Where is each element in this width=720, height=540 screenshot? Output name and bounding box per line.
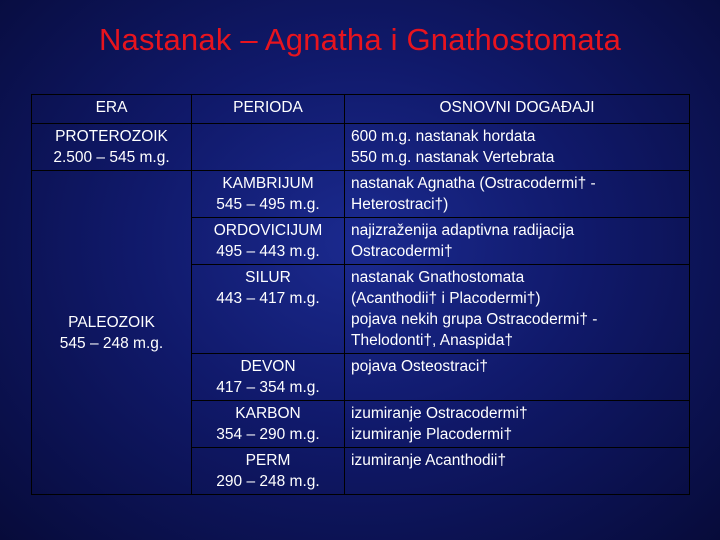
- period-range: 354 – 290 m.g.: [216, 426, 320, 443]
- event-line: nastanak Agnatha (Ostracodermi† -: [351, 175, 596, 192]
- events-cell: [345, 401, 690, 448]
- event-line: najizraženija adaptivna radijacija: [351, 222, 575, 239]
- events-cell: [345, 265, 690, 354]
- period-name: DEVON: [240, 358, 296, 375]
- event-line: Thelodonti†, Anaspida†: [351, 332, 514, 349]
- event-line: Heterostraci†): [351, 196, 449, 213]
- era-table: [31, 94, 690, 495]
- event-line: (Acanthodii† i Placodermi†): [351, 290, 541, 307]
- event-line: pojava Osteostraci†: [351, 358, 488, 375]
- period-range: 495 – 443 m.g.: [216, 243, 320, 260]
- header-dogadaji: OSNOVNI DOGAĐAJI: [345, 95, 690, 124]
- period-cell: [192, 401, 345, 448]
- events-cell: [345, 171, 690, 218]
- events-cell: [345, 448, 690, 495]
- period-name: SILUR: [245, 269, 291, 286]
- events-cell: [345, 218, 690, 265]
- period-cell: [192, 218, 345, 265]
- slide-title: Nastanak – Agnatha i Gnathostomata: [98, 22, 622, 57]
- period-cell-empty: [192, 124, 345, 171]
- period-cell: [192, 265, 345, 354]
- event-line: 550 m.g. nastanak Vertebrata: [351, 149, 555, 166]
- event-line: Ostracodermi†: [351, 243, 453, 260]
- era-cell-paleozoik: [32, 171, 192, 495]
- era-cell-proterozoik: [32, 124, 192, 171]
- table-row: [32, 171, 690, 218]
- period-cell: [192, 171, 345, 218]
- period-range: 417 – 354 m.g.: [216, 379, 320, 396]
- period-range: 290 – 248 m.g.: [216, 473, 320, 490]
- header-perioda: PERIODA: [192, 95, 345, 124]
- event-line: izumiranje Ostracodermi†: [351, 405, 528, 422]
- events-cell: [345, 124, 690, 171]
- period-name: KARBON: [235, 405, 301, 422]
- period-cell: [192, 354, 345, 401]
- era-range: 2.500 – 545 m.g.: [53, 149, 170, 166]
- period-name: PERM: [245, 452, 291, 469]
- header-row: [32, 95, 690, 124]
- table-row: [32, 124, 690, 171]
- event-line: nastanak Gnathostomata: [351, 269, 525, 286]
- period-cell: [192, 448, 345, 495]
- period-range: 443 – 417 m.g.: [216, 290, 320, 307]
- event-line: pojava nekih grupa Ostracodermi† -: [351, 311, 598, 328]
- era-name: PROTEROZOIK: [55, 128, 168, 145]
- event-line: izumiranje Placodermi†: [351, 426, 513, 443]
- events-cell: [345, 354, 690, 401]
- event-line: izumiranje Acanthodii†: [351, 452, 507, 469]
- period-range: 545 – 495 m.g.: [216, 196, 320, 213]
- era-range: 545 – 248 m.g.: [59, 334, 164, 352]
- period-name: KAMBRIJUM: [222, 175, 314, 192]
- era-name: PALEOZOIK: [68, 313, 155, 331]
- header-era: ERA: [32, 95, 192, 124]
- period-name: ORDOVICIJUM: [213, 222, 323, 239]
- event-line: 600 m.g. nastanak hordata: [351, 128, 536, 145]
